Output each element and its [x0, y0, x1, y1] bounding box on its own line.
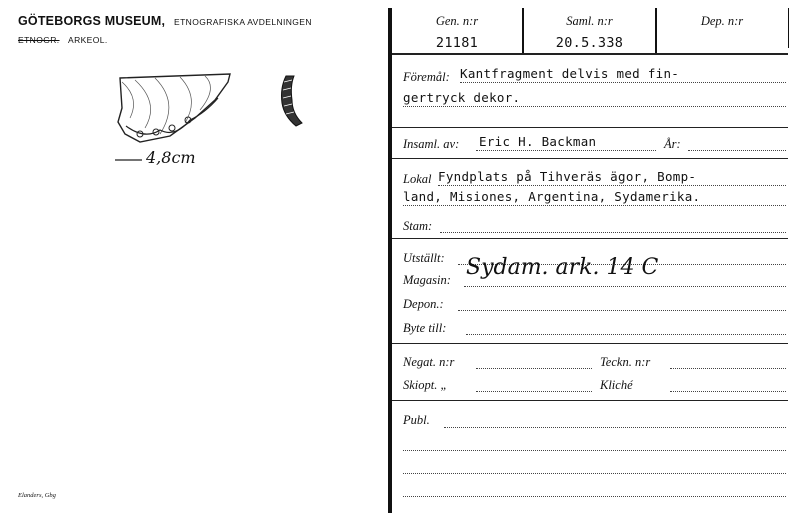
ar-label: År: — [664, 137, 681, 151]
department-name: ETNOGRAFISKA AVDELNINGEN — [174, 17, 312, 27]
section-name: ARKEOL. — [68, 35, 108, 45]
publ-rule-3 — [403, 473, 786, 474]
section-divider-5 — [392, 400, 788, 401]
section-divider-3 — [392, 238, 788, 239]
dep-label: Dep. n:r — [700, 14, 744, 28]
lokal-line1: Fyndplats på Tihveräs ägor, Bomp- — [438, 169, 697, 184]
magasin-rule — [464, 286, 786, 287]
negat-label: Negat. n:r — [403, 355, 455, 369]
negat-rule — [476, 368, 592, 369]
struck-section: ETNOGR. — [18, 35, 60, 45]
artifact-sketch — [100, 68, 320, 178]
publ-rule-2 — [403, 450, 786, 451]
stam-label: Stam: — [403, 219, 433, 233]
lokal-label: Lokal — [403, 172, 432, 186]
card-left-border — [388, 8, 392, 513]
museum-name: GÖTEBORGS MUSEUM, — [18, 14, 166, 28]
foremal-line2: gertryck dekor. — [403, 90, 521, 105]
insaml-value: Eric H. Backman — [479, 134, 597, 149]
insaml-rule — [476, 150, 656, 151]
teckn-rule — [670, 368, 786, 369]
foremal-label: Föremål: — [403, 70, 450, 84]
publ-label: Publ. — [403, 413, 430, 427]
saml-label: Saml. n:r — [566, 14, 613, 28]
gen-value: 21181 — [435, 35, 479, 51]
skiopt-label: Skiopt. „ — [403, 378, 448, 392]
foremal-rule-1 — [460, 82, 786, 83]
section-divider-1 — [392, 127, 788, 128]
magasin-value: Sydam. ark. 14 C — [466, 255, 659, 280]
skiopt-rule — [476, 391, 592, 392]
foremal-rule-2 — [403, 106, 786, 107]
magasin-label: Magasin: — [403, 273, 451, 287]
kliche-label: Kliché — [600, 378, 633, 392]
teckn-label: Teckn. n:r — [600, 355, 651, 369]
lokal-line2: land, Misiones, Argentina, Sydamerika. — [403, 189, 701, 204]
utstallt-label: Utställt: — [403, 251, 445, 265]
publ-rule-1 — [444, 427, 786, 428]
stam-rule — [440, 232, 786, 233]
kliche-rule — [670, 391, 786, 392]
gen-label: Gen. n:r — [435, 14, 479, 28]
section-divider-4 — [392, 343, 788, 344]
lokal-rule-1 — [438, 185, 786, 186]
depon-rule — [458, 310, 786, 311]
section-divider-2 — [392, 158, 788, 159]
printer-mark: Elanders, Gbg — [18, 492, 56, 499]
measure-note: 4,8cm — [146, 148, 196, 167]
saml-value: 20.5.338 — [555, 35, 624, 51]
byte-label: Byte till: — [403, 321, 447, 335]
publ-rule-4 — [403, 496, 786, 497]
card-right-border — [788, 8, 789, 48]
depon-label: Depon.: — [403, 297, 444, 311]
insaml-label: Insaml. av: — [403, 137, 460, 151]
cells-bottom-line — [392, 53, 788, 55]
lokal-rule-2 — [403, 205, 786, 206]
byte-rule — [466, 334, 786, 335]
ar-rule — [688, 150, 786, 151]
foremal-line1: Kantfragment delvis med fin- — [460, 66, 680, 81]
